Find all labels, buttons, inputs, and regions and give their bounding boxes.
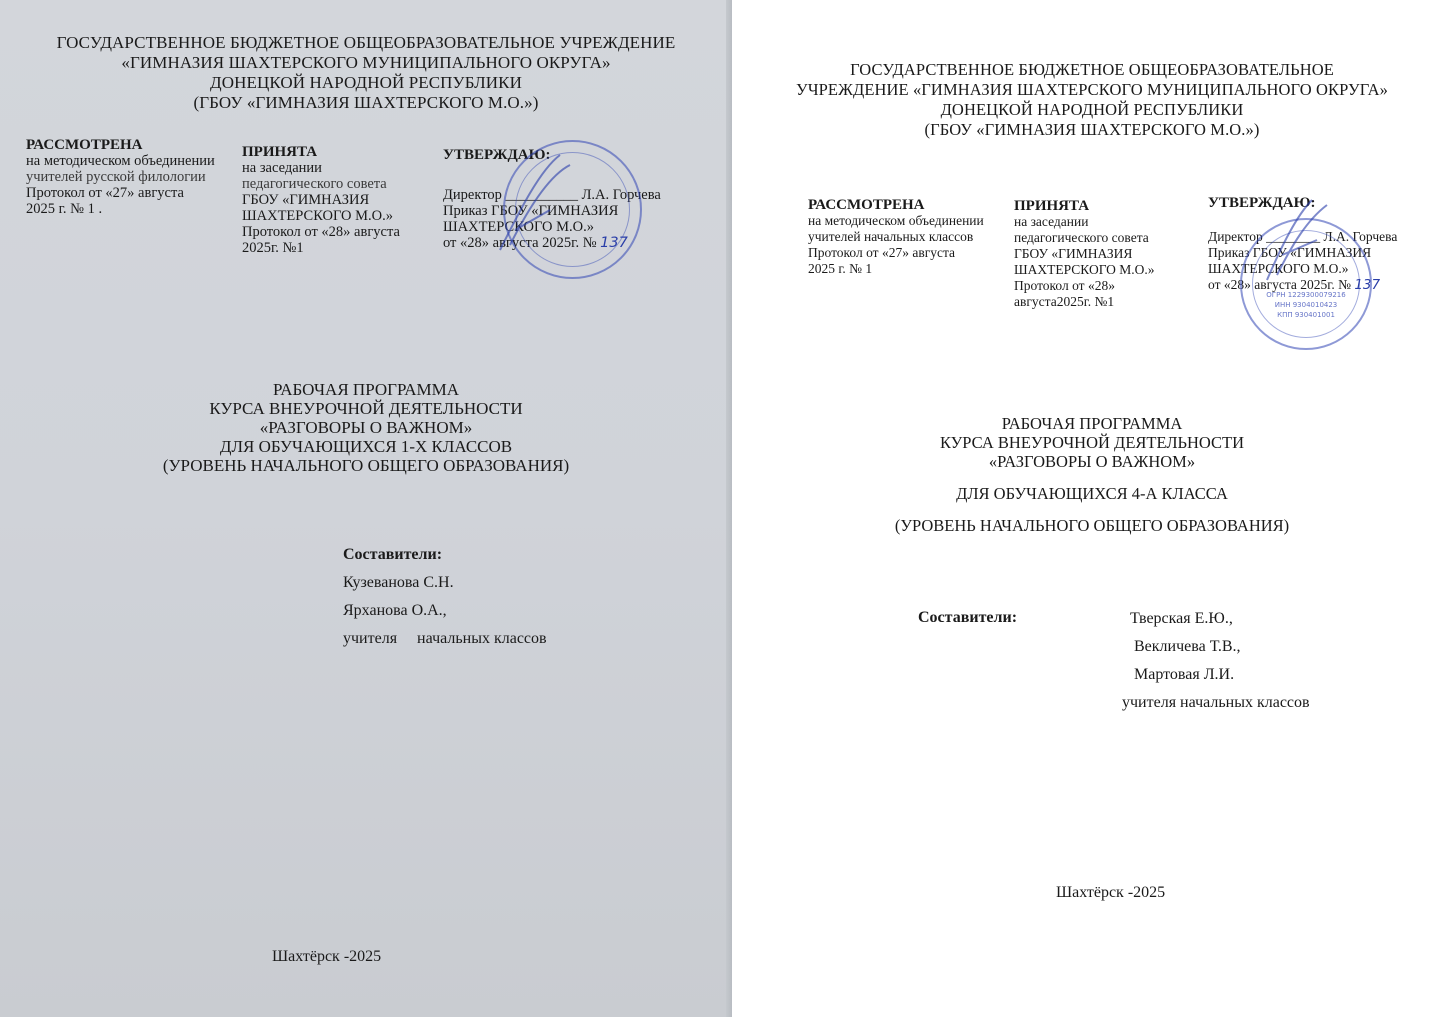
right-reviewed-block [808, 197, 984, 277]
approved-line: Приказ ГБОУ «ГИМНАЗИЯ [443, 203, 619, 219]
right-document-page [732, 0, 1447, 1017]
reviewed-line: Протокол от «27» августа [26, 185, 184, 201]
title-line: ДЛЯ ОБУЧАЮЩИХСЯ 4-А КЛАССА [956, 484, 1228, 503]
reviewed-line: учителей русской филологии [26, 169, 206, 185]
signature-icon [490, 150, 580, 260]
header-line: УЧРЕЖДЕНИЕ «ГИМНАЗИЯ ШАХТЕРСКОГО МУНИЦИПАЛЬНОГО ОКРУГА» [796, 80, 1388, 99]
title-line: КУРСА ВНЕУРОЧНОЙ ДЕЯТЕЛЬНОСТИ [209, 399, 523, 418]
approved-title: УТВЕРЖДАЮ: [1208, 195, 1316, 211]
left-city-year: Шахтёрск -2025 [272, 948, 382, 965]
accepted-line: на заседании [1014, 214, 1089, 229]
compilers-role: учителя начальных классов [1122, 694, 1310, 711]
accepted-title: ПРИНЯТА [1014, 198, 1090, 214]
reviewed-line: 2025 г. № 1 . [26, 201, 103, 217]
approved-line: Директор ________ Л.А. Горчева [1208, 229, 1398, 244]
right-accepted-block [1014, 198, 1155, 310]
title-line: «РАЗГОВОРЫ О ВАЖНОМ» [988, 452, 1196, 471]
header-line: ГОСУДАРСТВЕННОЕ БЮДЖЕТНОЕ ОБЩЕОБРАЗОВАТЕЛЬНОЕ [850, 60, 1334, 79]
signature-icon [1252, 195, 1342, 285]
accepted-line: ГБОУ «ГИМНАЗИЯ [1014, 246, 1133, 261]
left-program-title [0, 380, 732, 475]
compiler-name: Кузеванова С.Н. [343, 574, 454, 591]
title-line: КУРСА ВНЕУРОЧНОЙ ДЕЯТЕЛЬНОСТИ [939, 433, 1245, 452]
reviewed-title: РАССМОТРЕНА [26, 137, 143, 153]
compiler-name: Векличева Т.В., [1134, 638, 1241, 655]
right-program-title [812, 414, 1372, 535]
header-line: (ГБОУ «ГИМНАЗИЯ ШАХТЕРСКОГО М.О.») [924, 120, 1260, 139]
approved-line: ШАХТЕРСКОГО М.О.» [443, 219, 594, 235]
reviewed-line: на методическом объединении [808, 213, 984, 228]
accepted-line: Протокол от «28» августа [242, 224, 400, 240]
header-line: ГОСУДАРСТВЕННОЕ БЮДЖЕТНОЕ ОБЩЕОБРАЗОВАТЕЛЬНОЕ УЧРЕЖДЕНИЕ [56, 33, 676, 52]
reviewed-line: на методическом объединении [26, 153, 215, 169]
compilers-label: Составители: [918, 609, 1018, 626]
stamp-line: ОГРН 1229300079216 [1266, 291, 1346, 299]
compiler-name: Тверская Е.Ю., [1130, 610, 1233, 627]
approved-line: ШАХТЕРСКОГО М.О.» [1208, 261, 1349, 276]
left-accepted-block [242, 144, 400, 256]
compiler-name: Ярханова О.А., [343, 602, 447, 619]
reviewed-title: РАССМОТРЕНА [808, 197, 925, 213]
accepted-line: ШАХТЕРСКОГО М.О.» [242, 208, 393, 224]
reviewed-line: 2025 г. № 1 [808, 261, 873, 276]
stamp-line: КПП 930401001 [1277, 311, 1335, 319]
stamp-details [1242, 290, 1370, 320]
right-school-header [772, 60, 1412, 140]
accepted-line: педагогического совета [242, 176, 387, 192]
accepted-line: Протокол от «28» [1014, 278, 1115, 293]
right-compilers [1122, 605, 1310, 717]
header-line: (ГБОУ «ГИМНАЗИЯ ШАХТЕРСКОГО М.О.») [193, 93, 539, 112]
order-number: 137 [1354, 277, 1381, 293]
accepted-line: августа2025г. №1 [1014, 294, 1115, 309]
approved-line: Приказ ГБОУ «ГИМНАЗИЯ [1208, 245, 1372, 260]
left-compilers [343, 541, 547, 653]
accepted-line: на заседании [242, 160, 322, 176]
reviewed-line: учителей начальных классов [808, 229, 974, 244]
header-line: ДОНЕЦКОЙ НАРОДНОЙ РЕСПУБЛИКИ [210, 73, 522, 92]
title-line: (УРОВЕНЬ НАЧАЛЬНОГО ОБЩЕГО ОБРАЗОВАНИЯ) [894, 516, 1290, 535]
header-line: «ГИМНАЗИЯ ШАХТЕРСКОГО МУНИЦИПАЛЬНОГО ОКРУГА» [121, 53, 611, 72]
header-line: ДОНЕЦКОЙ НАРОДНОЙ РЕСПУБЛИКИ [940, 100, 1244, 119]
accepted-line: ГБОУ «ГИМНАЗИЯ [242, 192, 370, 208]
compiler-name: Мартовая Л.И. [1134, 666, 1235, 683]
title-line: РАБОЧАЯ ПРОГРАММА [1001, 414, 1183, 433]
approved-line: от «28» августа 2025г. № [1208, 277, 1351, 292]
order-number: 137 [600, 235, 628, 251]
compilers-label: Составители: [343, 546, 443, 563]
reviewed-line: Протокол от «27» августа [808, 245, 956, 260]
accepted-line: 2025г. №1 [242, 240, 304, 256]
accepted-line: ШАХТЕРСКОГО М.О.» [1014, 262, 1155, 277]
approved-line: от «28» августа 2025г. № [443, 235, 597, 251]
title-line: «РАЗГОВОРЫ О ВАЖНОМ» [259, 418, 473, 437]
approved-line: Директор __________ Л.А. Горчева [443, 187, 661, 203]
accepted-title: ПРИНЯТА [242, 144, 318, 160]
stamp-line: ИНН 9304010423 [1274, 301, 1338, 309]
accepted-line: педагогического совета [1014, 230, 1149, 245]
left-reviewed-block [26, 137, 215, 217]
title-line: ДЛЯ ОБУЧАЮЩИХСЯ 1-Х КЛАССОВ [219, 437, 513, 456]
right-city-year: Шахтёрск -2025 [1056, 884, 1166, 901]
approved-title: УТВЕРЖДАЮ: [443, 147, 551, 163]
title-line: РАБОЧАЯ ПРОГРАММА [272, 380, 460, 399]
left-school-header [0, 33, 732, 113]
title-line: (УРОВЕНЬ НАЧАЛЬНОГО ОБЩЕГО ОБРАЗОВАНИЯ) [162, 456, 570, 475]
compilers-role: учителя начальных классов [343, 630, 547, 647]
